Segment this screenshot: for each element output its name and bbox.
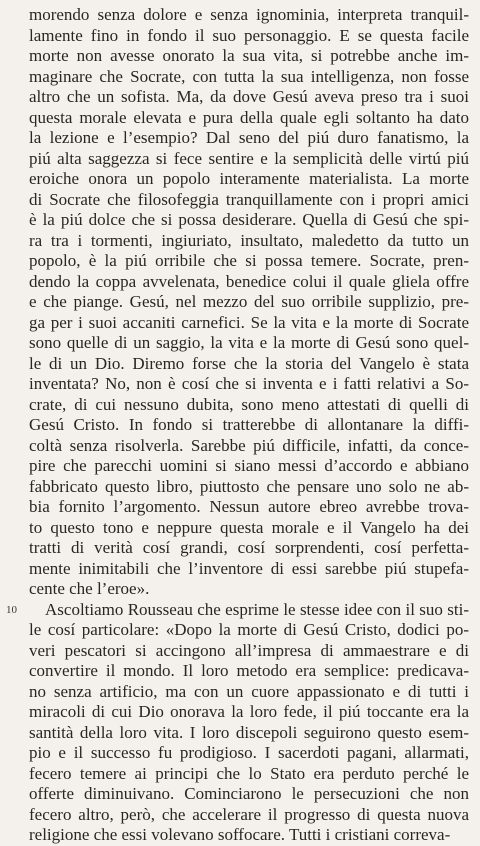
text-line: le di un Dio. Diremo forse che la storia del Vangelo è stata [29,353,469,373]
text-line: ra tra i tormenti, ingiuriato, insultato, maledetto da tutto un [29,230,469,250]
text-line: di Socrate che filosofeggia tranquillamente con i propri amici [29,189,469,209]
text-line: mente inimitabili che l’inventore di essi sarebbe piú stupefa- [29,558,469,578]
text-line: cente che l’eroe». [29,579,150,598]
text-line: tratti di verità cosí grandi, cosí sorprendenti, cosí perfetta- [29,538,469,557]
text-line: dendo la coppa avvelenata, benedice colui il quale gliela offre [29,271,469,291]
text-line: to questo tono e neppure questa morale e il Vangelo ha dei [29,517,469,537]
text-line: miracoli di cui Dio onorava la loro fede, il piú toccante era la [29,702,469,721]
text-line: offerte diminuivano. Cominciarono le persecuzioni che non [29,784,469,803]
text-line: Ascoltiamo Rousseau che esprime le stesse idee con il suo sti- [45,599,469,619]
text-line: pire che parecchi uomini si siano messi d’accordo e abbiano [29,456,469,475]
text-line: convertire il mondo. Il loro metodo era semplice: predicava- [29,661,469,680]
text-line: crate, di cui nessuno dubita, sono meno attestati di quelli di [29,394,469,414]
text-block [29,5,469,846]
text-line: Gesú Cristo. In fondo si tratterebbe di allontanare la diffi- [29,415,469,434]
text-line: bia fornito l’argomento. Nessun autore ebreo avrebbe trova- [29,497,469,516]
text-line: e che piange. Gesú, nel mezzo del suo orribile supplizio, pre- [29,292,469,311]
text-line: pio e il successo fu prodigioso. I sacerdoti pagani, allarmati, [29,743,469,762]
text-line: eroiche onora un popolo interamente materialista. La morte [29,169,469,188]
text-line: coltà senza risolverla. Sarebbe piú difficile, infatti, da conce- [29,435,469,455]
text-line: lamente fino in fondo il suo personaggio. E se questa facile [29,25,469,45]
paragraph-1 [29,5,469,600]
text-line: inventata? No, non è cosí che si inventa e i fatti relativi a So- [29,374,469,393]
text-line: popolo, è la piú orribile che si possa temere. Socrate, pren- [29,251,469,270]
text-line: morendo senza dolore e senza ignominia, interpreta tranquil- [29,5,469,24]
margin-line-number: 10 [6,603,17,616]
text-line: religione che essi volevano soffocare. Tutti i cristiani correva- [29,825,451,844]
text-line: veri pescatori si accingono all’impresa di ammaestrare e di [29,640,469,660]
text-line: piú alta saggezza si fece sentire e la semplicità delle virtú piú [29,148,469,168]
text-line: fecero temere ai principi che lo Stato era perduto perché le [29,763,469,783]
text-line: la lezione e l’esempio? Dal seno del piú duro fanatismo, la [29,128,469,147]
text-line: fecero altro, però, che accelerare il progresso di questa nuova [29,804,469,824]
text-line: è la piú dolce che si possa desiderare. Quella di Gesú che spi- [29,210,469,229]
text-line: le cosí particolare: «Dopo la morte di Gesú Cristo, dodici po- [29,620,469,639]
text-line: sono quelle di un saggio, la vita e la morte di Gesú sono quel- [29,333,469,352]
text-line: ga per i suoi accaniti carnefici. Se la vita e la morte di Socrate [29,312,469,332]
paragraph-2 [29,600,469,846]
text-line: santità della loro vita. I loro discepoli seguirono questo esem- [29,722,469,742]
text-line: altro che un sofista. Ma, da dove Gesú aveva preso tra i suoi [29,87,469,106]
text-line: morte non avesse onorato la sua vita, si potrebbe anche im- [29,46,469,65]
text-line: maginare che Socrate, con tutta la sua intelligenza, non fosse [29,66,469,86]
text-line: questa morale elevata e pura della quale egli soltanto ha dato [29,107,469,127]
text-line: no senza artificio, ma con un cuore appassionato e di tutti i [29,681,469,701]
text-line: fabbricato questo libro, piuttosto che pensare uno solo ne ab- [29,476,469,496]
